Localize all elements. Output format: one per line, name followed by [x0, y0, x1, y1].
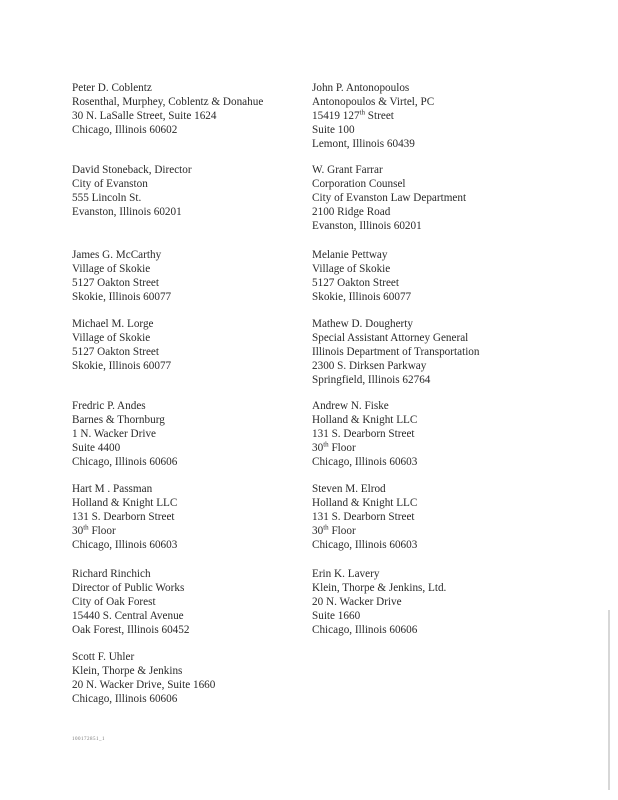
address-line: 5127 Oakton Street: [72, 346, 159, 358]
address-line: Village of Skokie: [312, 263, 391, 275]
address-line: Holland & Knight LLC: [72, 497, 178, 509]
address-block: [72, 163, 192, 219]
address-block: [312, 81, 434, 151]
address-line: Peter D. Coblentz: [72, 82, 152, 94]
address-line: Antonopoulos & Virtel, PC: [312, 96, 435, 108]
address-line: John P. Antonopoulos: [312, 82, 410, 94]
address-block: [72, 317, 171, 373]
address-line: Corporation Counsel: [312, 178, 406, 190]
document-id-footer: 100172851_1: [72, 737, 105, 742]
address-block: [72, 81, 263, 137]
address-line: Village of Skokie: [72, 332, 151, 344]
address-line: Director of Public Works: [72, 582, 185, 594]
address-line: Evanston, Illinois 60201: [312, 220, 422, 232]
address-block: [72, 482, 177, 552]
address-block: [312, 163, 466, 233]
address-line: Suite 4400: [72, 442, 121, 454]
address-line: 20 N. Wacker Drive, Suite 1660: [72, 679, 216, 691]
address-line: 131 S. Dearborn Street: [72, 511, 175, 523]
address-line: Illinois Department of Transportation: [312, 346, 480, 358]
address-block: [312, 317, 479, 387]
address-line: Barnes & Thornburg: [72, 414, 165, 426]
address-line: Village of Skokie: [72, 263, 151, 275]
address-line: 2100 Ridge Road: [312, 206, 391, 218]
address-line: Chicago, Illinois 60606: [72, 456, 178, 468]
address-line: 30 N. LaSalle Street, Suite 1624: [72, 110, 217, 122]
address-line: Chicago, Illinois 60606: [312, 624, 418, 636]
address-line: 555 Lincoln St.: [72, 192, 142, 204]
address-line: Suite 100: [312, 124, 355, 136]
address-line: Klein, Thorpe & Jenkins: [72, 665, 183, 677]
address-line: Andrew N. Fiske: [312, 400, 389, 412]
address-line: City of Evanston: [72, 178, 148, 190]
address-line: Chicago, Illinois 60603: [72, 539, 178, 551]
address-line: Rosenthal, Murphey, Coblentz & Donahue: [72, 96, 264, 108]
address-block: [312, 399, 417, 469]
address-line: 30th Floor: [72, 523, 116, 537]
address-line: Lemont, Illinois 60439: [312, 138, 415, 150]
address-line: David Stoneback, Director: [72, 164, 192, 176]
address-line: Melanie Pettway: [312, 249, 388, 261]
address-line: 15419 127th Street: [312, 108, 394, 122]
scan-edge-mark: [608, 610, 610, 790]
address-line: Holland & Knight LLC: [312, 414, 418, 426]
address-line: Scott F. Uhler: [72, 651, 135, 663]
address-block: [72, 399, 177, 469]
address-line: Richard Rinchich: [72, 568, 151, 580]
address-line: Chicago, Illinois 60603: [312, 539, 418, 551]
address-line: Special Assistant Attorney General: [312, 332, 469, 344]
address-line: Holland & Knight LLC: [312, 497, 418, 509]
address-line: 5127 Oakton Street: [312, 277, 399, 289]
address-line: City of Oak Forest: [72, 596, 156, 608]
address-line: Chicago, Illinois 60603: [312, 456, 418, 468]
address-line: Chicago, Illinois 60602: [72, 124, 178, 136]
address-line: Mathew D. Dougherty: [312, 318, 413, 330]
address-line: Springfield, Illinois 62764: [312, 374, 431, 386]
address-line: Chicago, Illinois 60606: [72, 693, 178, 705]
address-line: 5127 Oakton Street: [72, 277, 159, 289]
address-block: [72, 248, 171, 304]
address-line: 15440 S. Central Avenue: [72, 610, 184, 622]
address-line: Michael M. Lorge: [72, 318, 154, 330]
address-line: 131 S. Dearborn Street: [312, 511, 415, 523]
address-line: Suite 1660: [312, 610, 361, 622]
address-line: Steven M. Elrod: [312, 483, 386, 495]
address-line: Oak Forest, Illinois 60452: [72, 624, 190, 636]
address-block: [312, 567, 446, 637]
address-line: Skokie, Illinois 60077: [72, 360, 172, 372]
address-line: 30th Floor: [312, 440, 356, 454]
address-line: James G. McCarthy: [72, 249, 162, 261]
address-line: 1 N. Wacker Drive: [72, 428, 157, 440]
address-block: [312, 248, 411, 304]
address-line: Erin K. Lavery: [312, 568, 380, 580]
address-line: Fredric P. Andes: [72, 400, 146, 412]
address-block: [72, 650, 215, 706]
address-block: [72, 567, 189, 637]
address-line: W. Grant Farrar: [312, 164, 383, 176]
address-line: Skokie, Illinois 60077: [312, 291, 412, 303]
address-line: 2300 S. Dirksen Parkway: [312, 360, 427, 372]
address-line: Evanston, Illinois 60201: [72, 206, 182, 218]
address-line: 20 N. Wacker Drive: [312, 596, 402, 608]
address-block: [312, 482, 417, 552]
address-line: 131 S. Dearborn Street: [312, 428, 415, 440]
address-line: Skokie, Illinois 60077: [72, 291, 172, 303]
address-line: City of Evanston Law Department: [312, 192, 467, 204]
address-line: 30th Floor: [312, 523, 356, 537]
address-line: Hart M . Passman: [72, 483, 153, 495]
address-line: Klein, Thorpe & Jenkins, Ltd.: [312, 582, 447, 594]
